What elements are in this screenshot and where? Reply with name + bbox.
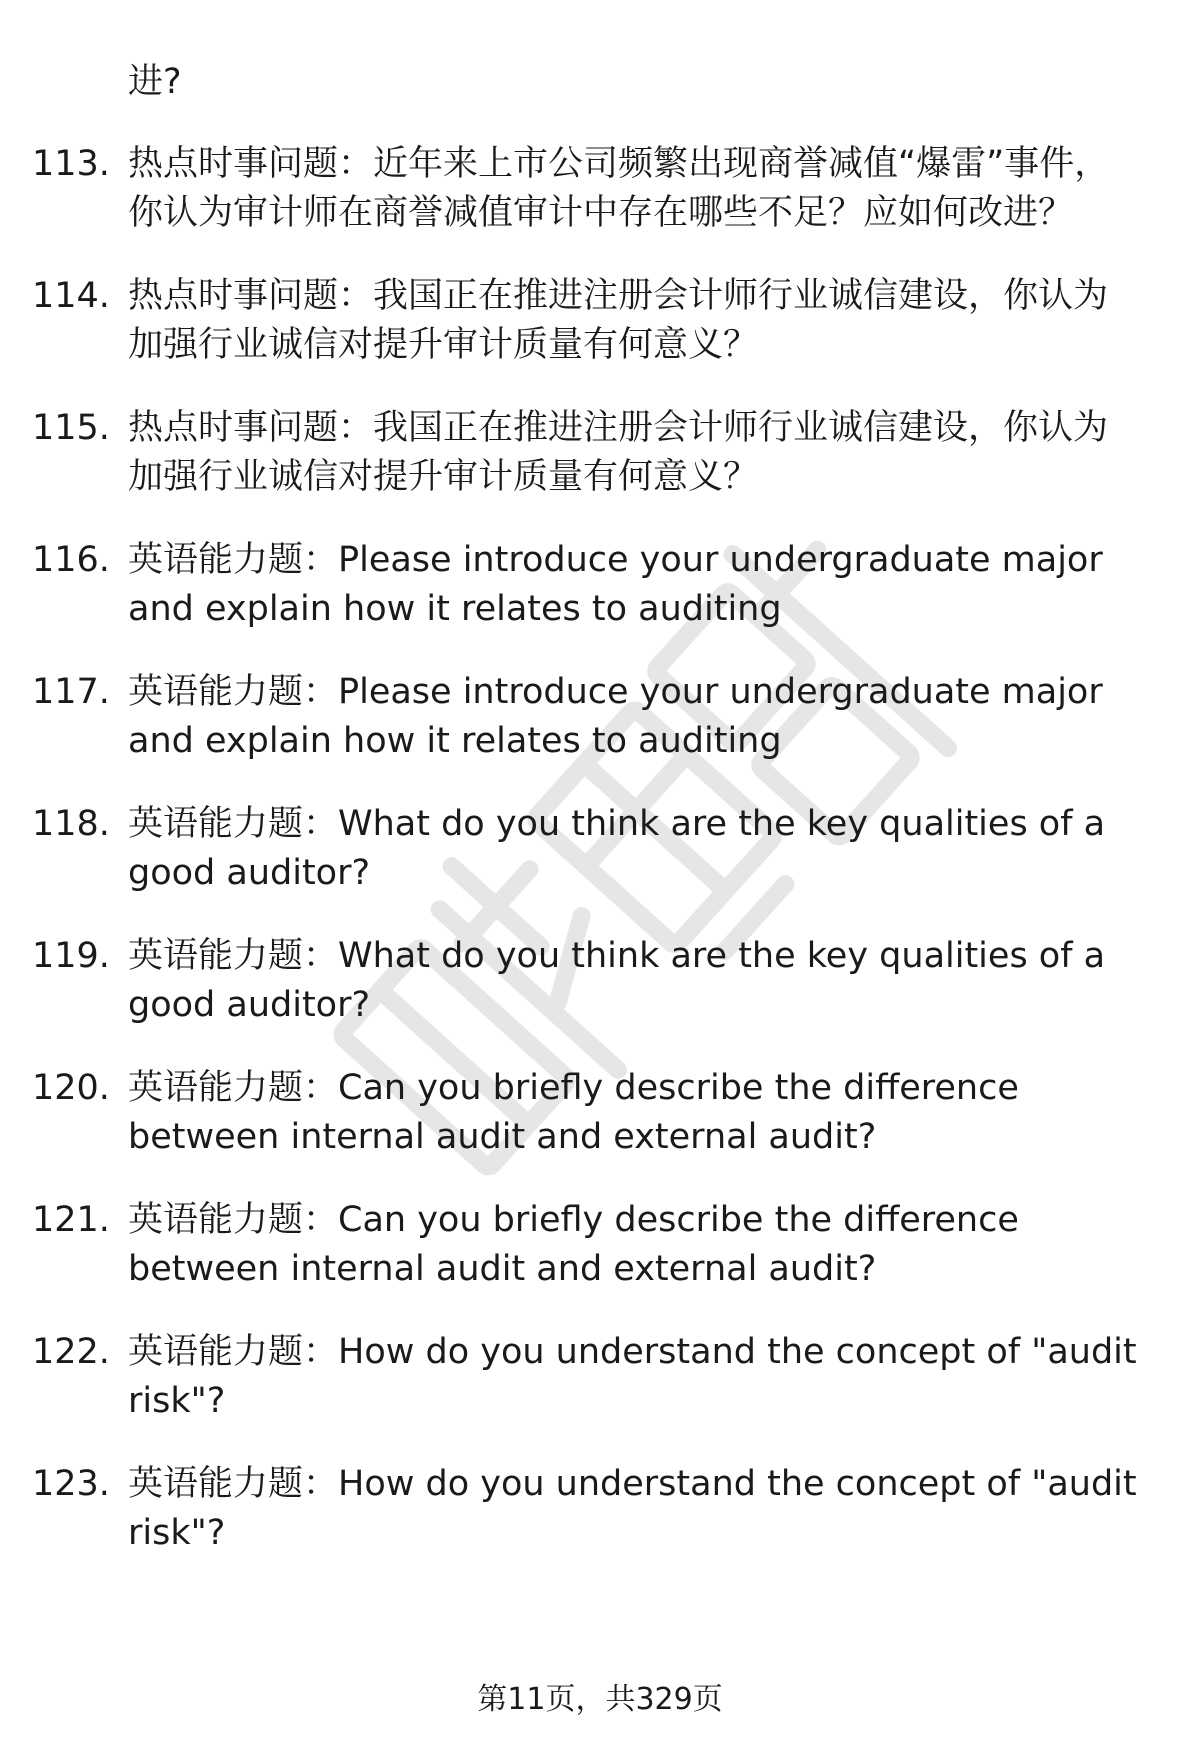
- question-item: [0, 536, 1200, 634]
- question-text: 英语能力题：Please introduce your undergraduate major and explain how it relates to auditing: [128, 540, 1103, 629]
- question-text: 英语能力题：How do you understand the concept of "audit risk"?: [128, 1464, 1137, 1553]
- question-number: 116.: [32, 540, 110, 580]
- question-number: 118.: [32, 804, 110, 844]
- question-item: [0, 932, 1200, 1030]
- question-item: [0, 404, 1200, 502]
- question-number: 120.: [32, 1068, 110, 1108]
- question-text: 热点时事问题：我国正在推进注册会计师行业诚信建设，你认为加强行业诚信对提升审计质量有何意义？: [128, 408, 1109, 497]
- question-text: 热点时事问题：近年来上市公司频繁出现商誉减值“爆雷”事件，你认为审计师在商誉减值审计中存在哪些不足？应如何改进？: [128, 144, 1110, 233]
- question-item: [0, 1196, 1200, 1294]
- question-text: 英语能力题：What do you think are the key qualities of a good auditor?: [128, 936, 1106, 1025]
- question-item: [0, 1460, 1200, 1558]
- question-item: [0, 140, 1200, 238]
- question-text: 英语能力题：What do you think are the key qualities of a good auditor?: [128, 804, 1106, 893]
- continuation-text: 进?: [128, 62, 182, 102]
- question-text: 英语能力题：Please introduce your undergraduate major and explain how it relates to auditing: [128, 672, 1103, 761]
- question-number: 115.: [32, 408, 110, 448]
- question-text: 英语能力题：How do you understand the concept of "audit risk"?: [128, 1332, 1137, 1421]
- question-item: [0, 1328, 1200, 1426]
- question-number: 114.: [32, 276, 110, 316]
- question-item: [0, 668, 1200, 766]
- question-item: [0, 1064, 1200, 1162]
- question-item: [0, 800, 1200, 898]
- question-number: 121.: [32, 1200, 110, 1240]
- question-text: 英语能力题：Can you briefly describe the difference between internal audit and external audit?: [128, 1200, 1019, 1289]
- question-list: [0, 140, 1200, 1592]
- question-number: 113.: [32, 144, 110, 184]
- question-number: 122.: [32, 1332, 110, 1372]
- question-text: 英语能力题：Can you briefly describe the difference between internal audit and external audit?: [128, 1068, 1019, 1157]
- question-text: 热点时事问题：我国正在推进注册会计师行业诚信建设，你认为加强行业诚信对提升审计质量有何意义？: [128, 276, 1109, 365]
- page-footer: 第11页，共329页: [477, 1682, 723, 1717]
- question-number: 123.: [32, 1464, 110, 1504]
- question-number: 117.: [32, 672, 110, 712]
- question-number: 119.: [32, 936, 110, 976]
- question-item: [0, 272, 1200, 370]
